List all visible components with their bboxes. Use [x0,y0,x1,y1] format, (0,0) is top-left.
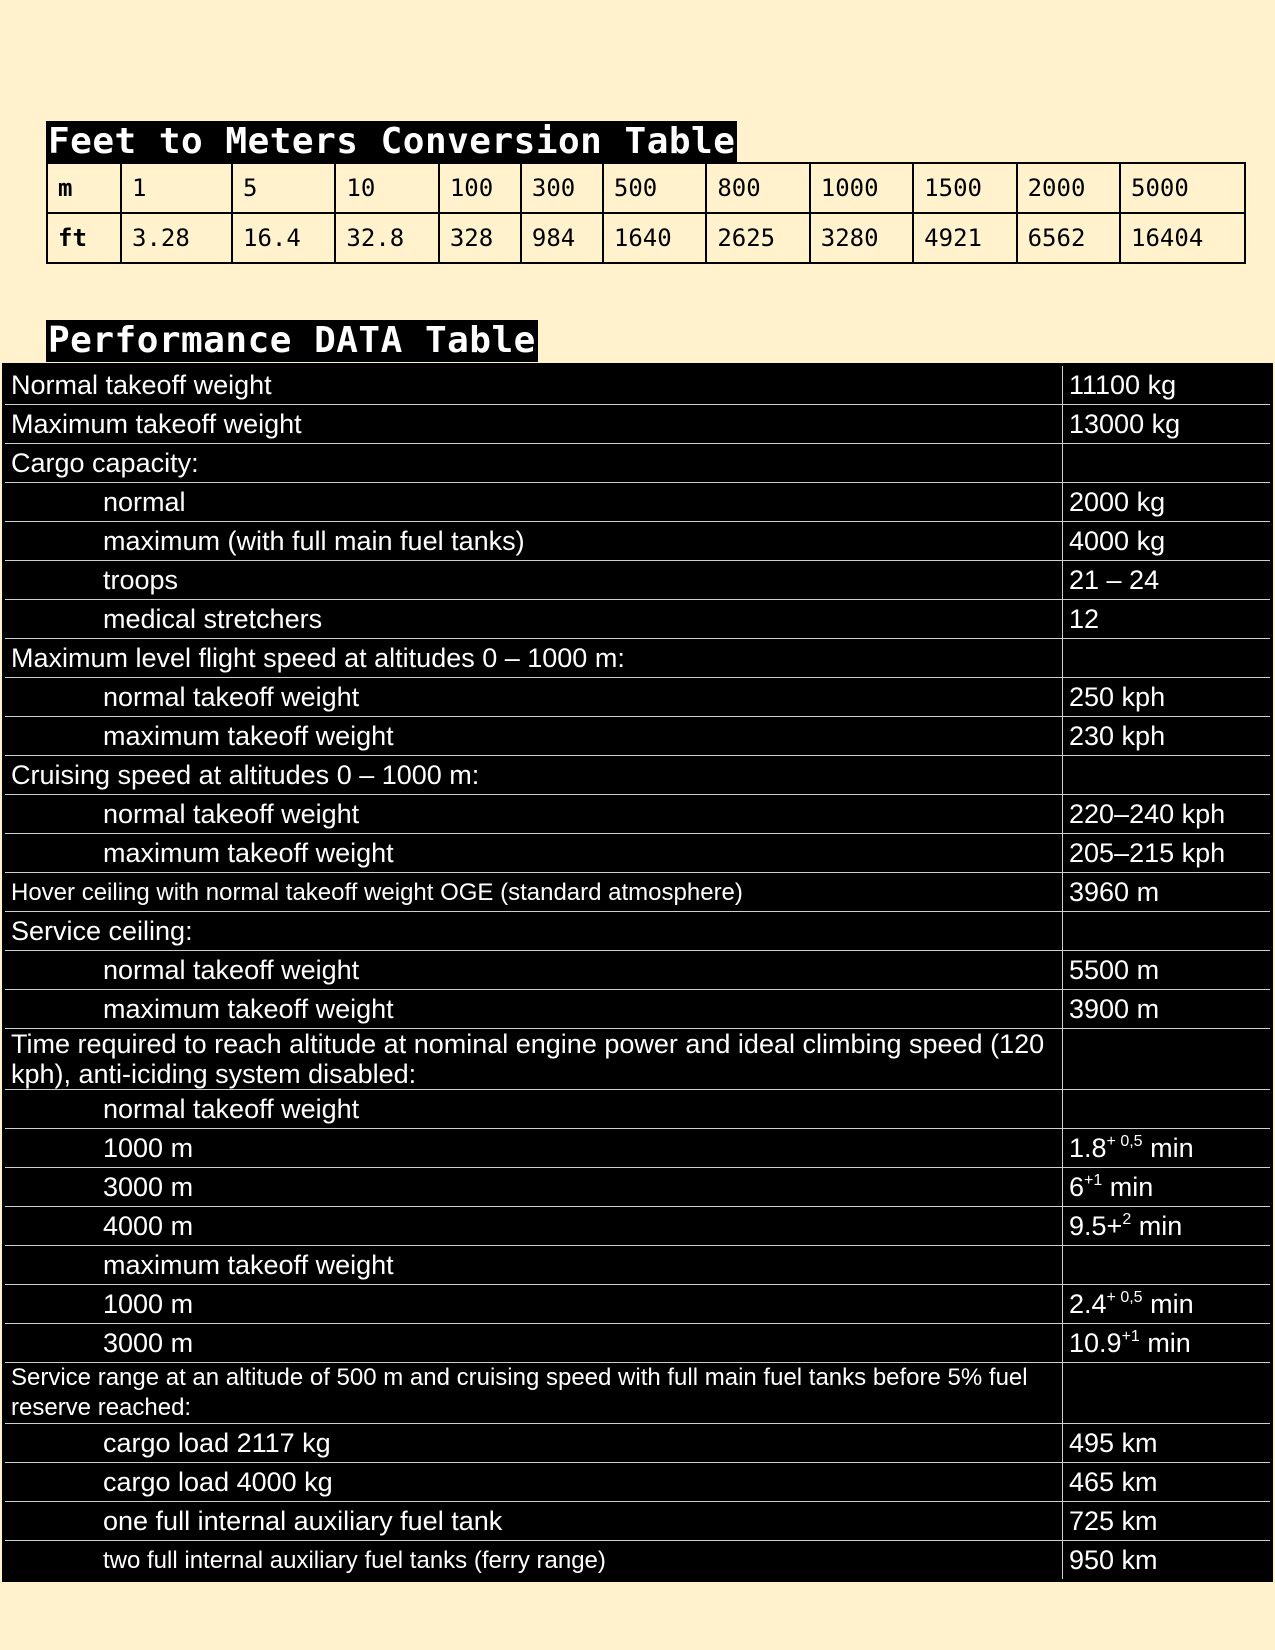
performance-section-row [4,444,1272,483]
performance-row [4,990,1272,1029]
performance-section-row [4,912,1272,951]
performance-section-row [4,1029,1272,1090]
performance-row [4,717,1272,756]
value-base: 10.9 [1069,1327,1122,1358]
performance-subsection-label: maximum takeoff weight [4,1246,1063,1285]
performance-label: normal takeoff weight [4,795,1063,834]
performance-value [1063,1324,1272,1363]
performance-table [2,363,1273,1582]
performance-value [1063,756,1272,795]
value-unit: min [1131,1210,1183,1241]
conversion-cell: 1 [121,163,232,213]
performance-table-title: Performance DATA Table [48,320,536,361]
performance-label: Maximum takeoff weight [4,405,1063,444]
performance-label: 1000 m [4,1285,1063,1324]
value-superscript: 2 [1122,1210,1132,1228]
performance-row [4,1129,1272,1168]
performance-section-row [4,756,1272,795]
performance-row [4,1502,1272,1541]
performance-row [4,1207,1272,1246]
value-superscript: +1 [1121,1327,1140,1345]
performance-label: 3000 m [4,1168,1063,1207]
conversion-cell: 4921 [913,213,1016,263]
conversion-table-title: Feet to Meters Conversion Table [48,121,736,162]
performance-label: 3000 m [4,1324,1063,1363]
performance-label: one full internal auxiliary fuel tank [4,1502,1063,1541]
performance-value: 11100 kg [1063,365,1272,405]
performance-row [4,600,1272,639]
value-superscript: + 0,5 [1106,1132,1143,1150]
performance-value: 465 km [1063,1463,1272,1502]
performance-value [1063,1029,1272,1090]
performance-label: medical stretchers [4,600,1063,639]
performance-value [1063,1246,1272,1285]
performance-section-row [4,639,1272,678]
conversion-cell: 6562 [1017,213,1120,263]
performance-value: 13000 kg [1063,405,1272,444]
performance-label: cargo load 2117 kg [4,1424,1063,1463]
performance-section-label: Time required to reach altitude at nominal engine power and ideal climbing speed (120 kph), anti-iciding system disabled: [4,1029,1063,1090]
performance-label: Normal takeoff weight [4,365,1063,405]
performance-value [1063,444,1272,483]
performance-row [4,834,1272,873]
performance-section-label: Maximum level flight speed at altitudes 0 – 1000 m: [4,639,1063,678]
conversion-cell: 16.4 [232,213,335,263]
performance-label: maximum (with full main fuel tanks) [4,522,1063,561]
conversion-row-header: m [47,163,121,213]
value-unit: min [1139,1327,1191,1358]
performance-row [4,483,1272,522]
conversion-cell: 3280 [810,213,913,263]
performance-value: 250 kph [1063,678,1272,717]
conversion-cell: 800 [706,163,809,213]
performance-row [4,522,1272,561]
performance-label: 1000 m [4,1129,1063,1168]
performance-value: 21 – 24 [1063,561,1272,600]
performance-value: 220–240 kph [1063,795,1272,834]
value-unit: min [1102,1171,1154,1202]
performance-value: 205–215 kph [1063,834,1272,873]
performance-label: cargo load 4000 kg [4,1463,1063,1502]
value-unit: min [1142,1132,1194,1163]
performance-section-row [4,1363,1272,1424]
performance-label: troops [4,561,1063,600]
conversion-cell: 1640 [603,213,706,263]
performance-row [4,1463,1272,1502]
performance-label: maximum takeoff weight [4,717,1063,756]
performance-value [1063,1168,1272,1207]
performance-value [1063,639,1272,678]
performance-label: maximum takeoff weight [4,990,1063,1029]
performance-value: 5500 m [1063,951,1272,990]
conversion-cell: 32.8 [335,213,438,263]
conversion-cell: 2625 [706,213,809,263]
conversion-cell: 3.28 [121,213,232,263]
performance-row [4,1324,1272,1363]
performance-row [4,561,1272,600]
performance-subsection-row [4,1090,1272,1129]
value-superscript: +1 [1084,1171,1103,1189]
performance-value: 4000 kg [1063,522,1272,561]
performance-label: Hover ceiling with normal takeoff weight OGE (standard atmosphere) [4,873,1063,912]
performance-value: 2000 kg [1063,483,1272,522]
conversion-row-meters [47,163,1245,213]
conversion-cell: 328 [439,213,521,263]
performance-row [4,795,1272,834]
performance-row [4,873,1272,912]
conversion-cell: 300 [521,163,603,213]
conversion-cell: 16404 [1120,213,1245,263]
value-base: 2.4 [1069,1288,1107,1319]
performance-label: normal takeoff weight [4,678,1063,717]
performance-value: 3960 m [1063,873,1272,912]
performance-row [4,1285,1272,1324]
conversion-table [46,162,1246,264]
performance-row [4,1168,1272,1207]
performance-section-label: Cruising speed at altitudes 0 – 1000 m: [4,756,1063,795]
conversion-row-feet [47,213,1245,263]
performance-row [4,405,1272,444]
performance-row [4,951,1272,990]
conversion-cell: 10 [335,163,438,213]
performance-row [4,678,1272,717]
performance-value: 3900 m [1063,990,1272,1029]
value-superscript: + 0,5 [1106,1288,1143,1306]
performance-subsection-label: normal takeoff weight [4,1090,1063,1129]
conversion-cell: 5000 [1120,163,1245,213]
performance-value: 230 kph [1063,717,1272,756]
value-base: 1.8 [1069,1132,1107,1163]
conversion-cell: 1500 [913,163,1016,213]
performance-value [1063,1285,1272,1324]
performance-section-label: Service range at an altitude of 500 m and cruising speed with full main fuel tanks before 5% fuel reserve reached: [4,1363,1063,1424]
performance-row [4,1424,1272,1463]
value-base: 9.5+ [1069,1210,1123,1241]
performance-label: maximum takeoff weight [4,834,1063,873]
value-unit: min [1142,1288,1194,1319]
conversion-row-header: ft [47,213,121,263]
performance-label: 4000 m [4,1207,1063,1246]
performance-row [4,365,1272,405]
conversion-cell: 1000 [810,163,913,213]
performance-section-label: Cargo capacity: [4,444,1063,483]
performance-value [1063,912,1272,951]
performance-value [1063,1090,1272,1129]
performance-value [1063,1129,1272,1168]
performance-value [1063,1207,1272,1246]
performance-value [1063,1363,1272,1424]
performance-section-label: Service ceiling: [4,912,1063,951]
value-base: 6 [1069,1171,1085,1202]
performance-value: 12 [1063,600,1272,639]
conversion-cell: 2000 [1017,163,1120,213]
performance-value: 950 km [1063,1541,1272,1581]
conversion-cell: 500 [603,163,706,213]
performance-value: 495 km [1063,1424,1272,1463]
performance-label: normal takeoff weight [4,951,1063,990]
performance-row [4,1541,1272,1581]
conversion-cell: 100 [439,163,521,213]
conversion-cell: 5 [232,163,335,213]
performance-subsection-row [4,1246,1272,1285]
performance-label: normal [4,483,1063,522]
performance-value: 725 km [1063,1502,1272,1541]
conversion-cell: 984 [521,213,603,263]
performance-label: two full internal auxiliary fuel tanks (ferry range) [4,1541,1063,1581]
